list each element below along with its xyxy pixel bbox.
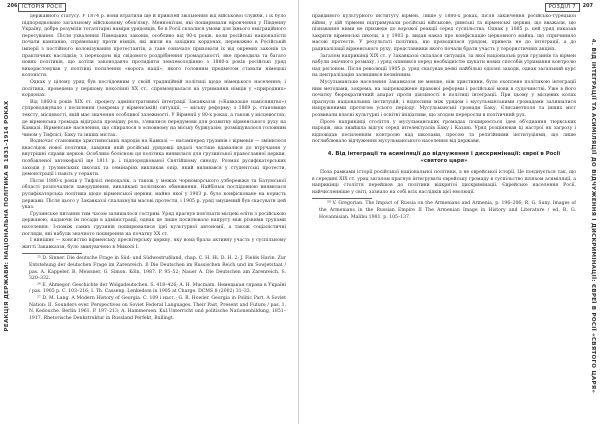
footnote-divider <box>22 253 82 254</box>
section-paragraph-1: Поза рамками історії російської національної політики, а не єврейської історії, Це поєднується так, що в середині XIX ст. уряд загалом прагнув інтегрувати єврейську громаду в суспільство шляхом асиміляції, а наприкінці століття перейшов до політики відкритої дискримінації. Єврейське населення Росії, найчисленніше у світі, зазнало на собі всіх наслідків цієї еволюції. <box>312 170 576 195</box>
right-paragraph-1: правдивого культурного інституту вірмен. Лише у 1880-х роках, після закінчення російсько-турецької війни, у цій тірмени підтримували російські військове, римські та вірменські церкви, що вважали, що пізнавання ними не призведе до ворожої реакції серед суспільства. Однак у 1885 р. цей уряд наказав закрити вірменські школи, а у 1903 р. видав наказ про конфіскацію церковного майна, що спричинило масові протести. У результаті політика, що проводилася урядом, привела не до інтеграції, а до радикалізації вірменського руху, представники якого почали брати участь у терористичних акціях. <box>312 14 576 52</box>
footnote-divider <box>312 198 372 199</box>
left-paragraph-6: Грузинське питання тим часом залишалося гострим. Уряд прагнув пов'язати місцеві еліти з російською державою, надаючи їм посади в адміністрації, однак це лише посилювало напругу між різними групами населення. З-поміж самих грузинів поширювалися ідеї культурної автономії, а також соціалістичні погляди, які набули значного поширення на початку XX ст. <box>22 211 286 237</box>
left-footnote-3: ²⁷ D. M. Lang. A Modern History of Georgia. C. 109 і наст.; G. R. Howler. Georgia in Politic Part. A Soviet Nation: II. Sounders ever. Perspectives on Soviet Federal Languages. Their Past, Present and Future / pas. 1. N. Kedouche. Berlin 1961. P. 197–213; A. Hammersen. Kul.Unterricht und politische Nationenhildung, 1851–1917. Rhetorische Denkstruktur in Russland Perfekt, Bullingt. <box>29 295 286 321</box>
left-paragraph-7: І нинішнє — консистію вірменську пресвітерську церкву, яку вона брала активну участь у суспільному житті Закавказзя, було звинувачено в Миколі І. <box>22 238 286 250</box>
right-running-header: РОЗДІЛ 7 <box>545 3 580 12</box>
left-paragraph-3: Від 1860-х років XIX ст. процесу адміністративної інтеграції Закавказзя («Кавказьке намісництво») супроводжувало і посилення (зокрема у вірменській) ситуації, — міську реформу; з 1869 р. становище тексту, місцевості, якій має значення особливої залежності. У Вірменії у 80-х роках, а також у місцевостях, де вірменська громада відіграла провідну роль, з'явилися передумови для розвитку вірменського руху на Кавказі. Вірменське населення, що спиралося в основному на міську буржуазію, розміщувалося головним чином у Тифлісі, Баку та інших містах. <box>22 99 286 138</box>
right-paragraph-4: Проте наприкінці століття у мусульманських громадах поширюється ідея об'єднання тюркських народів, яка знайшла відгук серед інтелектуалів Баку і Казані. Уряд розцінював ці настрої як загрозу і відповідав посиленням контролю над школами, пресою та релігійними інституціями, що лише поглиблювало відчуження мусульманського населення від держави. <box>312 119 576 145</box>
right-footnote-1: ²⁸ V. Gregorian. The Impact of Russia on the Armenians and Armenia, p. 196–206; R. G. Suny. Images of the Armenians in the Russian Empire II The Armenian Image in History and Literature / ed. R. G. Hovannisian. Malibu 1981. p. 105–137. <box>319 201 576 220</box>
right-sidebar-title <box>587 10 599 422</box>
left-paragraph-5: Після 1880-х років у Тифлісі неподалік, а також у межах чорноморського узбережжя та Батумської області розпочалися заворушення, викликані політикою обмеження. Найбільш послідовною виявилася русифікаторська політика щодо вірменської церкви, майно якої у 1903 р. було конфісковане на користь держави. Після цього у Закавказзі спалахнули масові протести, і 1905 р. уряд змушений був скасувати цей указ. <box>22 178 286 211</box>
left-paragraph-4: Водночас становище християнських народів на Кавказі — насамперед грузинів і вірменів — змінилося внаслідок нової політики, завдяки якій російські урядовці дедалі частіше вдавалися до втручання у внутрішні справи церков. Особливо болісною ця політика виявилася для грузинської православної церкви, позбавленої автокефалії ще 1811 р. і підпорядкованої Святійшому синоду. Розмах русифікаторських заходів у грузинських школах та семінаріях викликав опір, який виливався у студентські протести, демонстрації і навіть у теракти. <box>22 139 286 178</box>
right-paragraph-3: Мусульманське населення Закавказзя не менше, ніж християни, було охоплене політикою інтеграції ним методами, зокрема, на запроваджене правової реформи і російської мови в судочинстві. Уже в його початку бюрократичний апарат проти діяльності в політиці інтеграції. При цьому у місцевих колах прагнули національних інституцій, і відносини між урядом і мусульманськими громадами залишалися напруженими протягом усього періоду. Мусульманські громади Баку, Єлисаветполя та інших міст розвивали власні культурні і освітні ініціативи, що згодом переросли в політичний рух. <box>312 79 576 118</box>
right-page <box>300 0 600 424</box>
right-paragraph-2: Загалом наприкінці XIX ст. у Закавказзі склалася ситуація, за якої національні рухи грузинів та вірмен набули значного розмаху, і уряд опинився перед необхідністю шукати нових способів утримання контролю над регіоном. Після революції 1905 р. уряд скасував деякі найбільш одіозні заходи, однак загальний курс на централізацію залишився незмінним. <box>312 53 576 79</box>
section-heading: 4. Від інтеграції та асиміляції до відчуження і дискримінації: євреї в Росії «святого царя» <box>327 150 561 165</box>
left-page-number: 206 <box>7 3 18 9</box>
left-footnote-1: ²⁵ D. Sinner. Die deutsche Frage in Süd- und Südwestrußland, chap. C. H. Hi. D. H. 2; J. Fields Havin. Zur Entstehung der deutschen Frage im Zarenreich. Il Die Deutschen im Russischen Reich und im Sowjetstaat / pas. A. Kappeler, B. Meissner, G. Simon. Köln, 1987. P. 95–52; Nauer A. Die Deutschen am Zarenreich. S. 320–332. <box>29 256 286 282</box>
left-sidebar-title <box>1 10 13 422</box>
left-paragraph-1: державного статусу. У 1874 р. вони втратили ще й привілей звільнення від військової служби, і їх було підпорядковано загальному військовому обов'язку. Меннонітам, які поширювали віровчення у Південну Україну, добре розуміли тоталітарні наміри урядовців, бо в Росії склалися умови для їхнього еміграційного пересування. Після ухвалення Пімецьких законів, особливо від 90-х років, коли російські націоналісти почали кампанію, спрямовану проти німців, які жили на західних кордонах, переважно в Російській імперії з постійного колонізування протестантів, а таке означало приховати їх від окремих законів та практичних наслідків; з переходом від свідомого роздрібнення громадськості, яке проводила та багато нових політиків, що хотіли законодавчо протидіяти землеволодінню з 1880-х років російські уряд використовував у політиці посилення «ворога нації», якого головним предметом ставали німецькі колоністи. <box>22 14 286 79</box>
right-page-number: 207 <box>582 3 593 9</box>
left-sidebar-text: РЕАКЦІЯ ДЕРЖАВИ: НАЦІОНАЛЬНА ПОЛІТИКА В 1831–1914 РОКАХ <box>4 100 10 332</box>
left-paragraph-2: Однак у цілому уряд був послідовним у своїй традиційній політиці щодо німецького населення; і політика, проведена у першому поколінні XX ст., спрямовувалася на утримання німців у «природних» кордонах. <box>22 79 286 99</box>
left-footnote-2: ²⁶ E. Ahmegor. Geschichte der Wolgadeutschen. S. 418–426; A. H. Mucmam. Немецькая справа в Україні / pas. 1905 р. C. 103–216; I. Th. Cassenp. Lenkedom in 1905 at Charge. DCMS 8 (2002) 31–33. <box>29 282 286 295</box>
left-text-column <box>22 14 286 420</box>
left-page <box>0 0 299 424</box>
right-sidebar-text: 4. ВІД ІНТЕГРАЦІЇ ТА АСИМІЛЯЦІЇ ДО ВІДЧУЖЕННЯ І ДИСКРИМІНАЦІЇ: ЄВРЕЇ В РОСІЇ «СВЯТОГО ЦАРЯ» <box>590 38 596 394</box>
left-running-header: ІСТОРІЯ РОСІЇ <box>18 3 66 12</box>
right-text-column <box>312 14 576 420</box>
